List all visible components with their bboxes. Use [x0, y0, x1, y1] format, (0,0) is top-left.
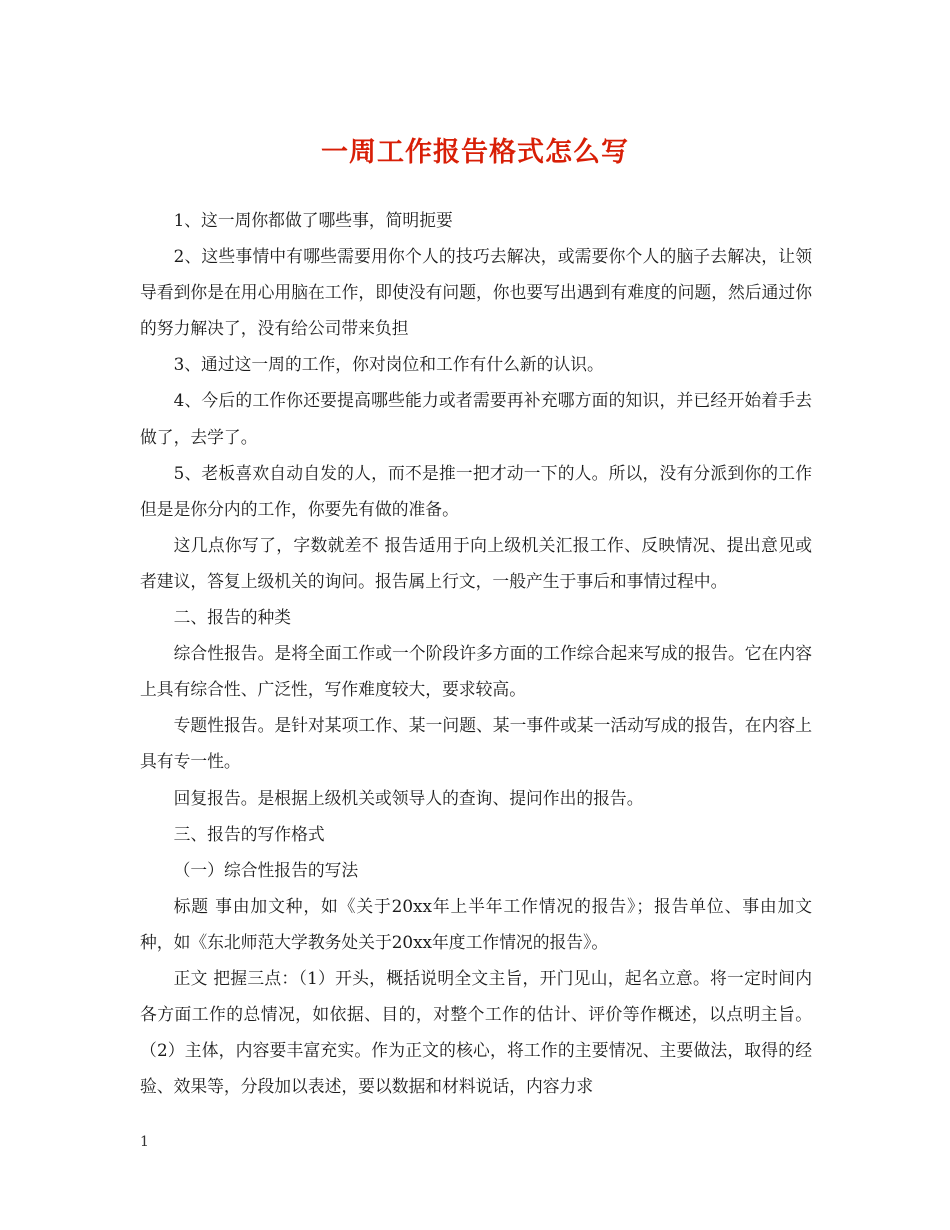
paragraph-5: 5、老板喜欢自动自发的人，而不是推一把才动一下的人。所以，没有分派到你的工作但是是你分内的工作，你要先有做的准备。: [140, 462, 812, 519]
document-body: [140, 202, 812, 1104]
paragraph-2: 2、这些事情中有哪些需要用你个人的技巧去解决，或需要你个人的脑子去解决，让领导看到你是在用心用脑在工作，即使没有问题，你也要写出遇到有难度的问题，然后通过你的努力解决了，没有给公司带来负担: [140, 246, 812, 339]
paragraph-title-format: 标题 事由加文种，如《关于20xx年上半年工作情况的报告》；报告单位、事由加文种，如《东北师范大学教务处关于20xx年度工作情况的报告》。: [140, 895, 812, 952]
paragraph-3: 3、通过这一周的工作，你对岗位和工作有什么新的认识。: [173, 354, 604, 375]
paragraph-reply-report: 回复报告。是根据上级机关或领导人的查询、提问作出的报告。: [173, 787, 644, 808]
section-heading-types: 二、报告的种类: [173, 607, 292, 628]
paragraph-1: 1、这一周你都做了哪些事，简明扼要: [173, 210, 453, 230]
paragraph-comprehensive-report: 综合性报告。是将全面工作或一个阶段许多方面的工作综合起来写成的报告。它在内容上具有综合性、广泛性，写作难度较大，要求较高。: [140, 643, 812, 700]
paragraph-body-format: 正文 把握三点：（1）开头，概括说明全文主旨，开门见山，起名立意。将一定时间内各方面工作的总情况，如依据、目的，对整个工作的估计、评价等作概述，以点明主旨。（2）主体，内容要丰富充实。作为正文的核心，将工作的主要情况、主要做法，取得的经验、效果等，分段加以表述，要以数据和材料说话，内容力求: [140, 967, 812, 1097]
page-number: 1: [140, 1134, 149, 1150]
section-heading-format: 三、报告的写作格式: [173, 823, 325, 844]
subsection-heading-comprehensive: （一）综合性报告的写法: [173, 859, 359, 880]
paragraph-6: 这几点你写了，字数就差不 报告适用于向上级机关汇报工作、反映情况、提出意见或者建议，答复上级机关的询问。报告属上行文，一般产生于事后和事情过程中。: [140, 534, 812, 591]
paragraph-topical-report: 专题性报告。是针对某项工作、某一问题、某一事件或某一活动写成的报告，在内容上具有专一性。: [140, 715, 812, 772]
document-title: 一周工作报告格式怎么写: [321, 137, 629, 168]
paragraph-4: 4、今后的工作你还要提高哪些能力或者需要再补充哪方面的知识，并已经开始着手去做了，去学了。: [140, 390, 812, 447]
